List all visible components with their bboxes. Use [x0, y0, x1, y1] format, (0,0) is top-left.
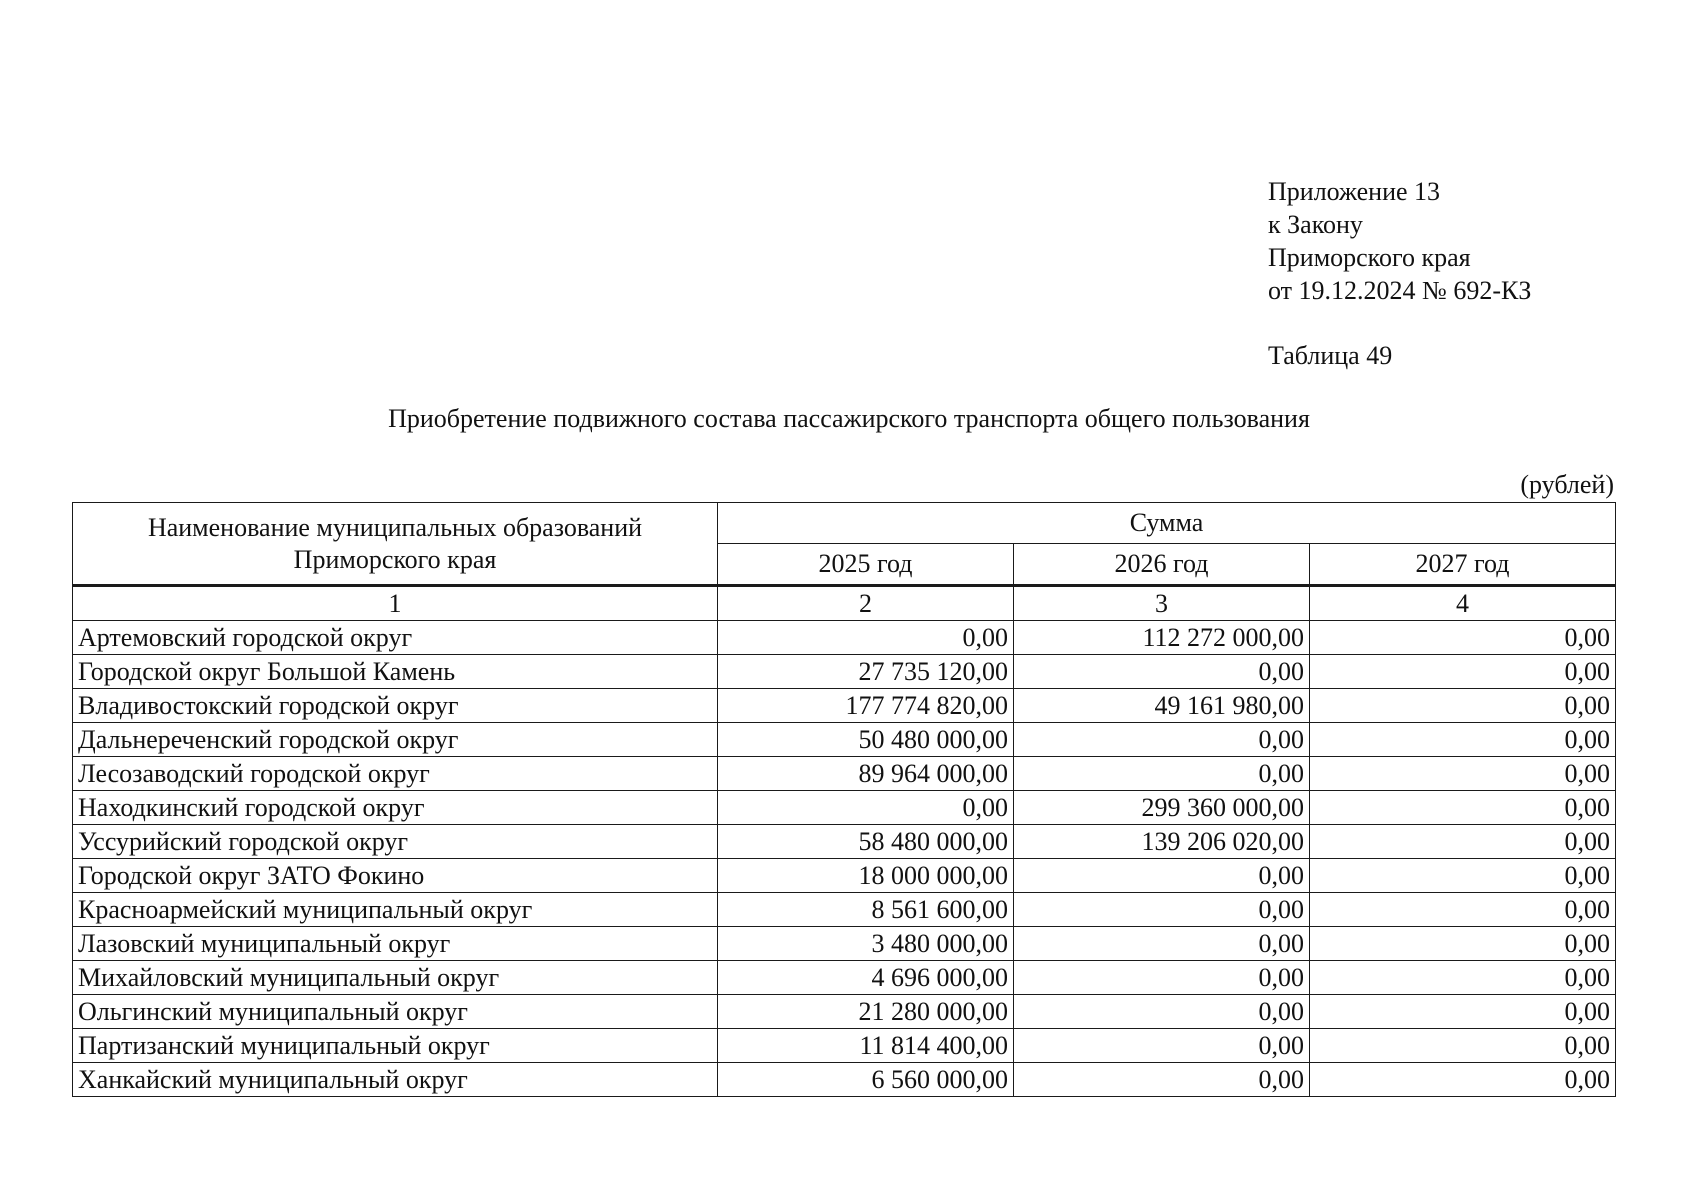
- amount-2027: 0,00: [1310, 893, 1616, 927]
- amount-2027: 0,00: [1310, 995, 1616, 1029]
- amount-2027: 0,00: [1310, 927, 1616, 961]
- amount-2026: 0,00: [1014, 757, 1310, 791]
- amount-2027: 0,00: [1310, 791, 1616, 825]
- amount-2027: 0,00: [1310, 859, 1616, 893]
- amount-2025: 0,00: [718, 791, 1014, 825]
- amount-2027: 0,00: [1310, 621, 1616, 655]
- amount-2025: 177 774 820,00: [718, 689, 1014, 723]
- amount-2025: 8 561 600,00: [718, 893, 1014, 927]
- amount-2025: 11 814 400,00: [718, 1029, 1014, 1063]
- column-header-year: 2027 год: [1310, 544, 1616, 586]
- budget-table: [72, 502, 1616, 1097]
- column-number: 3: [1014, 586, 1310, 621]
- column-number: 1: [73, 586, 718, 621]
- table-row: [73, 689, 1616, 723]
- appendix-reference: [1268, 175, 1531, 307]
- municipality-name: Лазовский муниципальный округ: [73, 927, 718, 961]
- amount-2027: 0,00: [1310, 757, 1616, 791]
- municipality-name: Партизанский муниципальный округ: [73, 1029, 718, 1063]
- amount-2026: 0,00: [1014, 655, 1310, 689]
- amount-2026: 0,00: [1014, 927, 1310, 961]
- amount-2025: 6 560 000,00: [718, 1063, 1014, 1097]
- amount-2027: 0,00: [1310, 655, 1616, 689]
- municipality-name: Ханкайский муниципальный округ: [73, 1063, 718, 1097]
- appendix-line: Приморского края: [1268, 243, 1471, 272]
- table-row: [73, 825, 1616, 859]
- municipality-name: Владивостокский городской округ: [73, 689, 718, 723]
- municipality-name: Ольгинский муниципальный округ: [73, 995, 718, 1029]
- municipality-name: Уссурийский городской округ: [73, 825, 718, 859]
- municipality-name: Артемовский городской округ: [73, 621, 718, 655]
- column-number-row: [73, 586, 1616, 621]
- amount-2026: 139 206 020,00: [1014, 825, 1310, 859]
- municipality-name: Лесозаводский городской округ: [73, 757, 718, 791]
- amount-2025: 0,00: [718, 621, 1014, 655]
- amount-2026: 0,00: [1014, 961, 1310, 995]
- table-row: [73, 995, 1616, 1029]
- municipality-name: Находкинский городской округ: [73, 791, 718, 825]
- table-row: [73, 655, 1616, 689]
- table-row: [73, 1063, 1616, 1097]
- amount-2025: 4 696 000,00: [718, 961, 1014, 995]
- table-row: [73, 961, 1616, 995]
- column-number: 2: [718, 586, 1014, 621]
- amount-2025: 50 480 000,00: [718, 723, 1014, 757]
- table-row: [73, 791, 1616, 825]
- amount-2025: 21 280 000,00: [718, 995, 1014, 1029]
- table-row: [73, 757, 1616, 791]
- table-row: [73, 859, 1616, 893]
- table-body: [73, 503, 1616, 1097]
- header-row: [73, 503, 1616, 544]
- amount-2027: 0,00: [1310, 1063, 1616, 1097]
- table-row: [73, 893, 1616, 927]
- amount-2027: 0,00: [1310, 1029, 1616, 1063]
- amount-2026: 49 161 980,00: [1014, 689, 1310, 723]
- amount-2027: 0,00: [1310, 961, 1616, 995]
- column-header-name: Наименование муниципальных образований Приморского края: [73, 503, 718, 586]
- table-number: Таблица 49: [1268, 341, 1393, 370]
- table-row: [73, 927, 1616, 961]
- amount-2025: 89 964 000,00: [718, 757, 1014, 791]
- municipality-name: Городской округ ЗАТО Фокино: [73, 859, 718, 893]
- amount-2025: 27 735 120,00: [718, 655, 1014, 689]
- municipality-name: Михайловский муниципальный округ: [73, 961, 718, 995]
- amount-2026: 0,00: [1014, 893, 1310, 927]
- amount-2026: 0,00: [1014, 1063, 1310, 1097]
- amount-2025: 18 000 000,00: [718, 859, 1014, 893]
- table-row: [73, 1029, 1616, 1063]
- amount-2027: 0,00: [1310, 689, 1616, 723]
- units-label: (рублей): [1520, 470, 1614, 499]
- column-header-sum: Сумма: [718, 503, 1616, 544]
- amount-2025: 58 480 000,00: [718, 825, 1014, 859]
- column-number: 4: [1310, 586, 1616, 621]
- amount-2027: 0,00: [1310, 723, 1616, 757]
- table-row: [73, 723, 1616, 757]
- appendix-line: Приложение 13: [1268, 177, 1441, 206]
- document-title: Приобретение подвижного состава пассажирского транспорта общего пользования: [388, 404, 1310, 433]
- amount-2026: 0,00: [1014, 1029, 1310, 1063]
- amount-2026: 0,00: [1014, 859, 1310, 893]
- column-header-year: 2026 год: [1014, 544, 1310, 586]
- municipality-name: Дальнереченский городской округ: [73, 723, 718, 757]
- amount-2025: 3 480 000,00: [718, 927, 1014, 961]
- municipality-name: Красноармейский муниципальный округ: [73, 893, 718, 927]
- amount-2026: 112 272 000,00: [1014, 621, 1310, 655]
- appendix-line: от 19.12.2024 № 692-КЗ: [1268, 276, 1532, 305]
- table-row: [73, 621, 1616, 655]
- appendix-line: к Закону: [1268, 210, 1363, 239]
- amount-2026: 299 360 000,00: [1014, 791, 1310, 825]
- amount-2026: 0,00: [1014, 995, 1310, 1029]
- amount-2026: 0,00: [1014, 723, 1310, 757]
- column-header-year: 2025 год: [718, 544, 1014, 586]
- amount-2027: 0,00: [1310, 825, 1616, 859]
- municipality-name: Городской округ Большой Камень: [73, 655, 718, 689]
